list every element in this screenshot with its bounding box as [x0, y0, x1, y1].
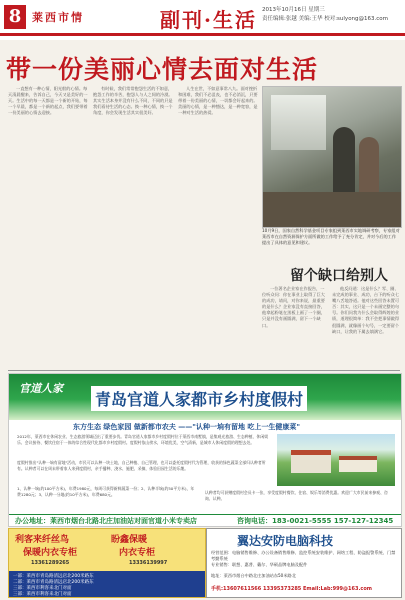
ad-subtitle: 东方生态 绿色家园 做新都市农夫 ——"认种一垧有留地 吃上一生健康菜" [73, 423, 301, 431]
column-label: 莱西市情 [32, 11, 84, 24]
phone-2: 13336139997 [129, 560, 168, 566]
ad-notes: 认种者均可获赠度假村会员卡一张，享受度假村餐饮、住宿、娱乐等消费优惠。欢迎广大市民前来参观、咨询、认种。 [205, 490, 388, 501]
news-photo [262, 86, 402, 228]
resort-logo: 官道人家 [19, 382, 63, 395]
article-column-2: 有时候，我们常常抱怨生活的不如意，抱怨工作的辛苦，抱怨人与人之间的冷漠。其实生活本身并没有什么不同，不同的只是我们看待生活的心态。换一种心情，换一个角度，你会发现生活其实很美好。 [93, 86, 173, 116]
shop-line-3: 地址：莱西市烟台中路北庄加油站东50米路北 [211, 573, 296, 578]
ad-details: 度假村推出"认种一垧有留地"活动，市民可以认种一块土地，自己种植、自己管理，也可以委托度假村代为管理，收获的绿色蔬菜全部归认种者所有。认种者可以在周末带着家人来到度假村，亲手播种、浇水、施肥、采摘，体验田园生活的乐趣。 [17, 460, 266, 471]
underwear-advertisement [8, 528, 206, 598]
ad-intro: 2012年，莱西市在休闲农业、生态旅游领域迈出了重要步伐。青岛官道人家都市乡村度假村位于莱西市南墅镇，是集观光旅游、生态种植、休闲娱乐、会议接待、餐饮住宿于一体的综合性现代化都市乡村度假村。度假村依山傍水，环境优美，空气清新，是城市人休闲度假的理想去处。 [17, 434, 269, 445]
computer-shop-advertisement [206, 528, 402, 598]
page-number: 8 [4, 5, 26, 29]
brand-name-2: 盼鑫保暖 [111, 535, 148, 545]
secondary-headline: 留个缺口给别人 [290, 268, 388, 284]
slogan-2: 内衣专柜 [119, 548, 156, 558]
shop-phone: 手机:13607611566 13395373285 Email:Lab:999@163.com [211, 586, 372, 592]
brand-name-1: 利客来纤丝鸟 [15, 535, 70, 545]
photo-caption: 10月9日，国家自然科学基金项目专家组到莱西市实地调研考察，专家组对莱西市在自然资源保护方面所做的工作给予了充分肯定，并对今后的工作提出了具体的意见和建议。 [262, 228, 400, 245]
store-address-1: 一部：莱西市青岛路清远店北200米路东 [13, 574, 94, 579]
article-column-1: 一直想有一种心情，阳光般的心情。每天清晨醒来，告诉自己，今天又是美好的一天。生活中的每一天都是一个新的开始，每一个早晨，都是一个新的起点，我们要带着一份美丽的心情去迎接。 [8, 86, 88, 116]
ad-title: 青岛官道人家都市乡村度假村 [91, 386, 307, 411]
article2-column-1: 一位著名企业家在作报告，一位听众问：你在事业上取得了巨大的成功，请问，对你来说，最重要的是什么？企业家没有直接回答，他拿起粉笔在黑板上画了一个圈，只是并没有画圆满，留下一个缺口。 [262, 286, 325, 328]
ad-phone: 咨询电话：183-0021-5555 157-127-12345 [237, 517, 394, 525]
store-address-band [9, 571, 205, 597]
header-rule [0, 33, 405, 36]
shop-title: 翼达安防电脑科技 [237, 534, 334, 548]
ad-contact-bar [9, 514, 401, 527]
ad-pricing: 1、认种一垧(约100平方米)，年费1980元，每周可获得新鲜蔬菜一份；2、认种半垧(约50平方米)，年费1280元；3、认种一分地(约10平方米)，年费680元。 [17, 486, 195, 497]
resort-advertisement [8, 373, 402, 527]
ad-banner [9, 374, 401, 420]
resort-photo [277, 434, 395, 486]
article-column-3: 人生在世，不如意事常八九。面对挫折和困难，我们不必沮丧，也不必消沉，只要带着一份美丽的心情，一切都会好起来的。美丽的心情，是一种豁达，是一种宽容，是一种对生活的热爱。 [178, 86, 258, 116]
section-divider [8, 370, 400, 371]
store-address-2: 二部：莱西市青岛路清远店北200米路东 [13, 580, 94, 585]
store-address-3: 三部：莱西市利客来北门对面 [13, 586, 72, 591]
shop-line-1: 经营范围：电脑销售维修、办公设备销售维修、监控系统安装维护、网络工程、防盗报警系统、门禁考勤系统 [211, 550, 396, 561]
shop-line-2: 专业销售：联想、惠普、戴尔、华硕品牌电脑及配件 [211, 562, 308, 567]
issue-date: 2013年10月16日 星期三 [262, 7, 325, 13]
section-title: 副刊·生活 [160, 8, 257, 32]
main-headline: 带一份美丽心情去面对生活 [6, 55, 319, 84]
store-address-4: 三部：莱西市利客来北门对面 [13, 592, 72, 597]
phone-1: 13361289265 [31, 560, 70, 566]
article2-column-2: 他反问道：这是什么？零、圈、未完成的事业、成功，台下的听众七嘴八舌地答道。他对这些回答未置可否：其实，这只是一个未画完整的句号。你们问我为什么会取得辉煌的业绩，道理很简单：我不会把事情做得很圆满，就像画个句号，一定要留个缺口，让我的下属去填满它。 [332, 286, 400, 334]
ad-address: 办公地址：莱西市烟台北路北庄加油站对面官道小米专卖店 [15, 517, 197, 525]
editor-credits: 责任编辑:张越 美编:王华 校对:sulyong@163.com [262, 16, 389, 22]
slogan-1: 保暖内衣专柜 [23, 548, 78, 558]
